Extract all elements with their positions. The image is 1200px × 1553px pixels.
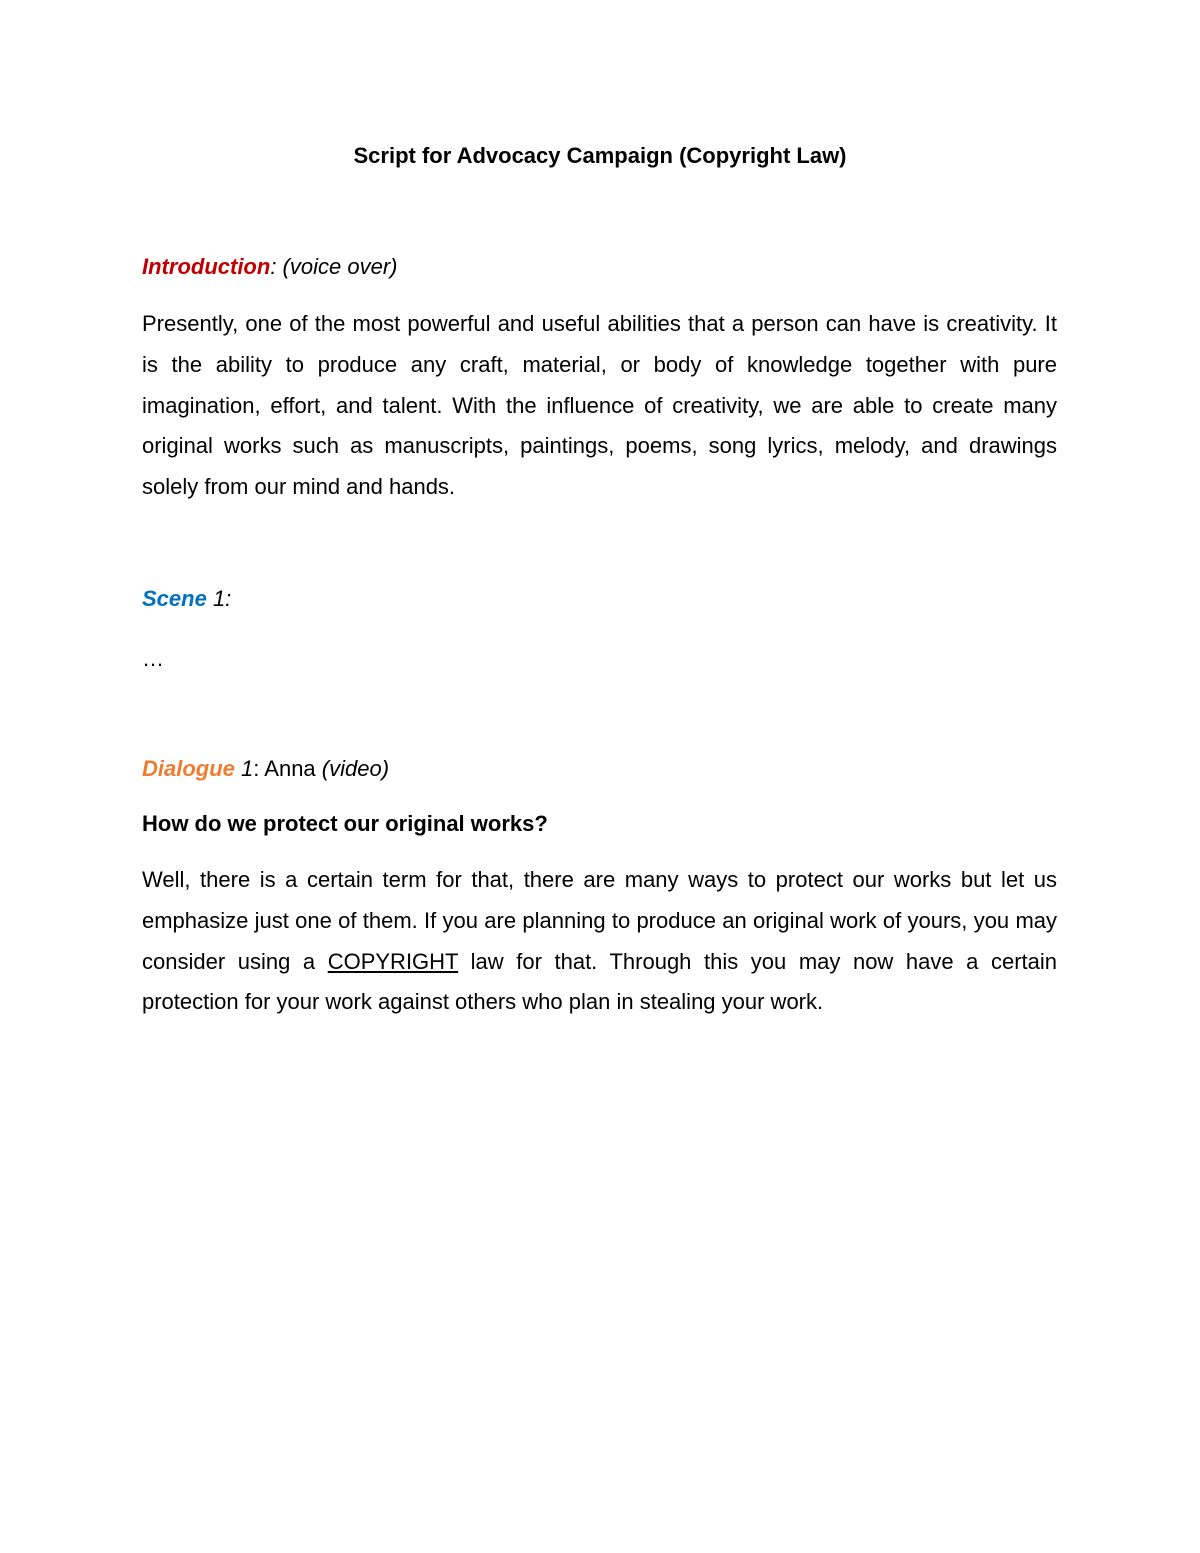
dialogue-number: 1 — [234, 756, 254, 781]
dialogue-paragraph-part1: Well, there is a certain term for that, there are many ways to protect our works but let us emphasize just one of them. If you are planning to produce an original work of yours, you may consider using a — [142, 867, 1057, 974]
introduction-note: (voice over) — [276, 254, 398, 279]
dialogue-label: Dialogue — [142, 756, 235, 781]
dialogue-note: (video) — [321, 756, 390, 781]
document-title: Script for Advocacy Campaign (Copyright Law) — [353, 143, 847, 168]
dialogue-colon: : — [253, 756, 260, 781]
introduction-colon: : — [270, 254, 277, 279]
copyright-emphasis: COPYRIGHT — [327, 948, 459, 974]
dialogue-paragraph-part2: law for that. Through this you may now have a certain protection for your work against others who plan in stealing your work. — [142, 948, 1057, 1015]
scene-label: Scene — [142, 586, 207, 611]
dialogue-1-heading — [142, 755, 389, 783]
dialogue-speaker: Anna — [259, 756, 322, 781]
introduction-paragraph: Presently, one of the most powerful and useful abilities that a person can have is creativity. It is the ability to produce any craft, material, or body of knowledge together with pure imagination, effort, and talent. With the influence of creativity, we are able to create many original works such as manuscripts, paintings, poems, song lyrics, melody, and drawings solely from our mind and hands. — [142, 311, 1057, 500]
dialogue-question: How do we protect our original works? — [142, 811, 548, 836]
dialogue-paragraph — [142, 860, 1057, 1023]
introduction-heading — [142, 253, 397, 281]
introduction-label: Introduction — [142, 254, 271, 279]
scene-1-heading — [142, 585, 231, 613]
scene-1-content: … — [142, 646, 164, 671]
scene-number: 1: — [206, 586, 232, 611]
